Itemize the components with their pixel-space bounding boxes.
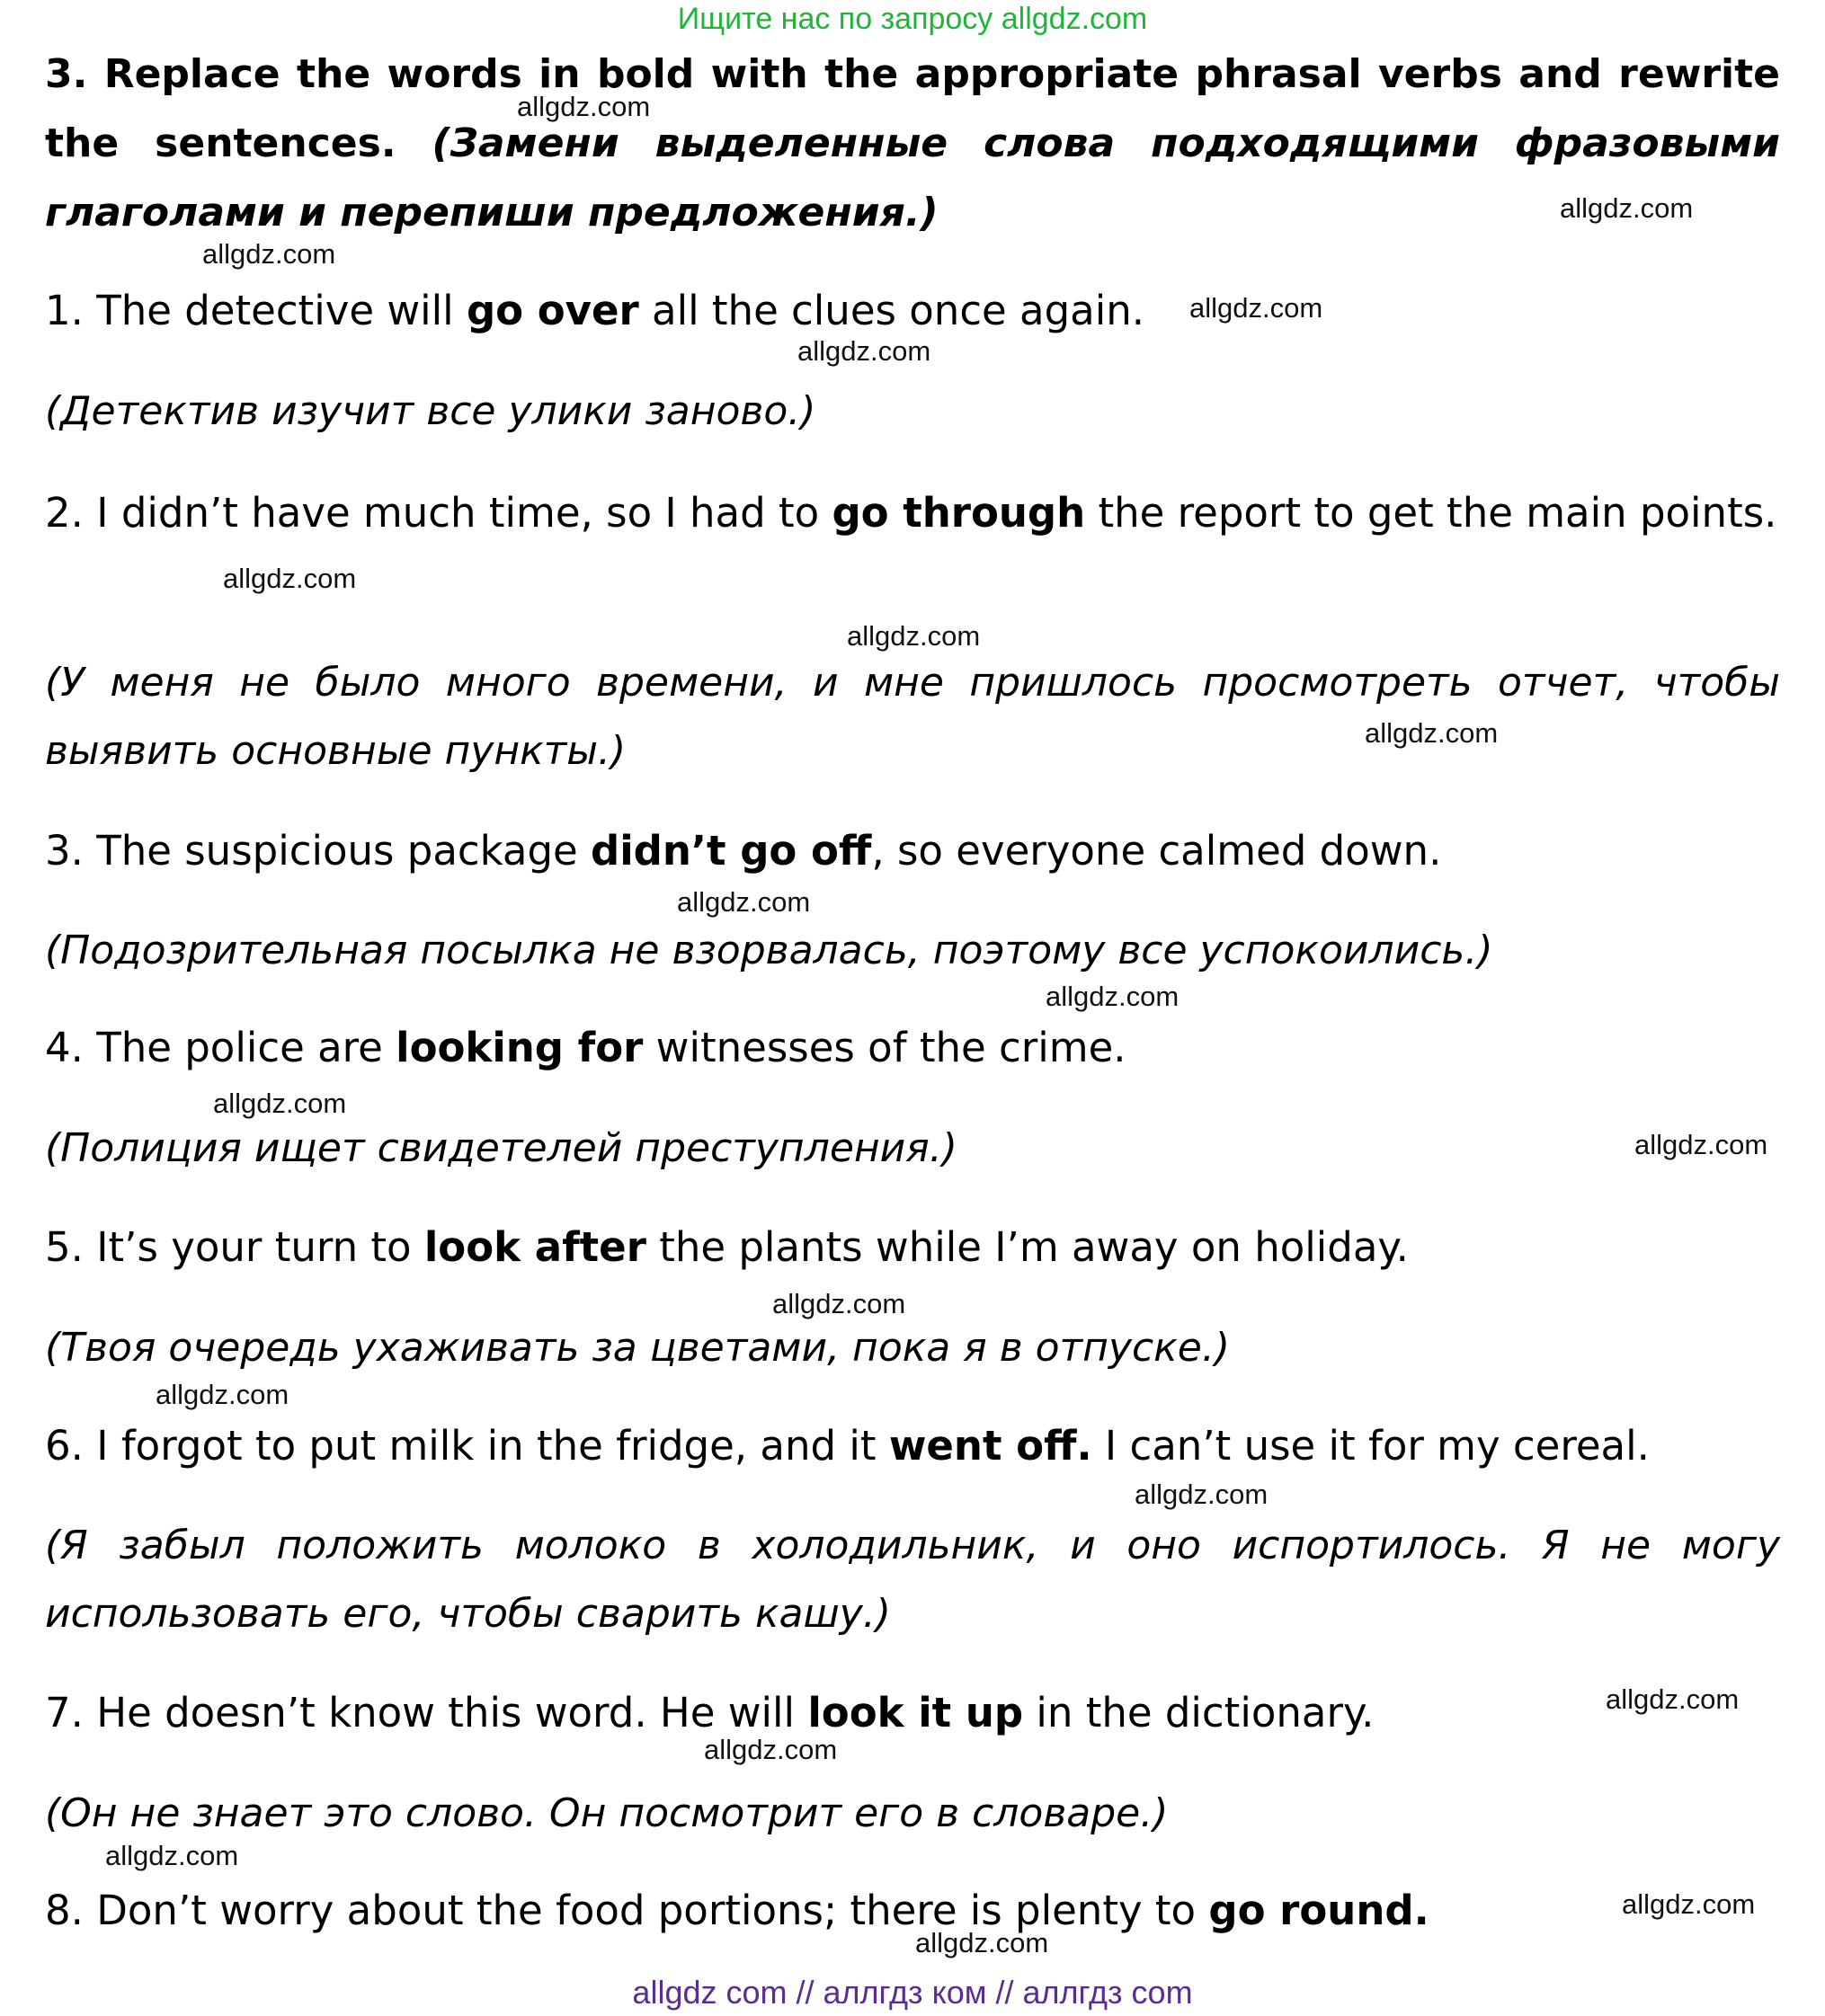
phrasal-verb: go through — [832, 489, 1086, 537]
watermark: allgdz.com — [1622, 1888, 1756, 1920]
sentence-5 — [45, 1213, 1780, 1282]
watermark: allgdz.com — [1365, 717, 1499, 749]
task-heading — [45, 40, 1780, 247]
sentence-6 — [45, 1412, 1780, 1480]
sentence-text: 5. It’s your turn to — [45, 1223, 424, 1271]
sentence-text: 2. I didn’t have much time, so I had to — [45, 489, 832, 537]
sentence-text: , so everyone calmed down. — [871, 827, 1442, 875]
sentence-text: I can’t use it for my cereal. — [1091, 1422, 1650, 1470]
sentence-text: 3. The suspicious package — [45, 827, 592, 875]
sentence-text: 1. The detective will — [45, 287, 467, 334]
watermark: allgdz.com — [202, 238, 336, 270]
sentence-8 — [45, 1877, 1780, 1945]
sentence-text: the report to get the main points. — [1085, 489, 1777, 537]
task-title-en: 3. Replace the words in bold with the appropriate phrasal verbs and rewrite the sentences. — [45, 51, 1780, 166]
sentence-text: witnesses of the crime. — [643, 1024, 1126, 1071]
sentence-text: in the dictionary. — [1023, 1689, 1375, 1736]
watermark: allgdz.com — [797, 335, 931, 367]
watermark: allgdz.com — [915, 1927, 1049, 1958]
translation-3: (Подозрительная посылка не взорвалась, поэтому все успокоились.) — [45, 928, 1493, 973]
translation-7: (Он не знает это слово. Он посмотрит его в словаре.) — [45, 1790, 1169, 1836]
sentence-7 — [45, 1679, 1780, 1747]
watermark: allgdz.com — [772, 1288, 906, 1319]
phrasal-verb: look after — [423, 1223, 646, 1271]
translation-1: (Детектив изучит все улики заново.) — [45, 388, 816, 434]
phrasal-verb: went off. — [888, 1422, 1092, 1470]
watermark: allgdz.com — [105, 1840, 239, 1871]
translation-6: (Я забыл положить молоко в холодильник, и оно испортилось. Я не могу использовать его, чтобы сварить кашу.) — [45, 1523, 1780, 1637]
phrasal-verb: go round. — [1208, 1887, 1429, 1934]
watermark: allgdz.com — [517, 91, 651, 122]
watermark: allgdz.com — [156, 1379, 289, 1410]
top-banner: Ищите нас по запросу allgdz.com — [677, 2, 1148, 36]
watermark: allgdz.com — [677, 886, 811, 918]
watermark: allgdz.com — [1135, 1479, 1269, 1510]
sentence-text: 4. The police are — [45, 1024, 396, 1071]
watermark: allgdz.com — [213, 1088, 347, 1119]
watermark: allgdz.com — [847, 620, 981, 652]
phrasal-verb: go over — [466, 287, 639, 334]
watermark: allgdz.com — [1046, 981, 1180, 1012]
watermark: allgdz.com — [1560, 192, 1694, 224]
sentence-text: 6. I forgot to put milk in the fridge, and it — [45, 1422, 889, 1470]
sentence-text: the plants while I’m away on holiday. — [645, 1223, 1409, 1271]
watermark: allgdz.com — [1634, 1129, 1768, 1160]
watermark: allgdz.com — [1189, 292, 1323, 324]
phrasal-verb: looking for — [396, 1024, 644, 1071]
watermark: allgdz.com — [1606, 1683, 1740, 1715]
sentence-text: 7. He doesn’t know this word. He will — [45, 1689, 808, 1736]
sentence-2 — [45, 479, 1780, 547]
footer-watermark: allgdz com // аллгдз ком // аллгдз com — [632, 1974, 1193, 2011]
translation-5: (Твоя очередь ухаживать за цветами, пока я в отпуске.) — [45, 1325, 1230, 1371]
translation-4: (Полиция ищет свидетелей преступления.) — [45, 1125, 957, 1171]
watermark: allgdz.com — [704, 1734, 838, 1765]
sentence-text: 8. Don’t worry about the food portions; there is plenty to — [45, 1887, 1209, 1934]
phrasal-verb: look it up — [807, 1689, 1024, 1736]
phrasal-verb: didn’t go off — [591, 827, 872, 875]
sentence-4 — [45, 1014, 1780, 1082]
translation-2: (У меня не было много времени, и мне пришлось просмотреть отчет, чтобы выявить основные пункты.) — [45, 660, 1780, 774]
sentence-3 — [45, 817, 1780, 885]
watermark: allgdz.com — [223, 563, 357, 594]
task-title-ru: (Замени выделенные слова подходящими фразовыми глаголами и перепиши предложения.) — [45, 120, 1780, 235]
sentence-text: all the clues once again. — [638, 287, 1145, 334]
